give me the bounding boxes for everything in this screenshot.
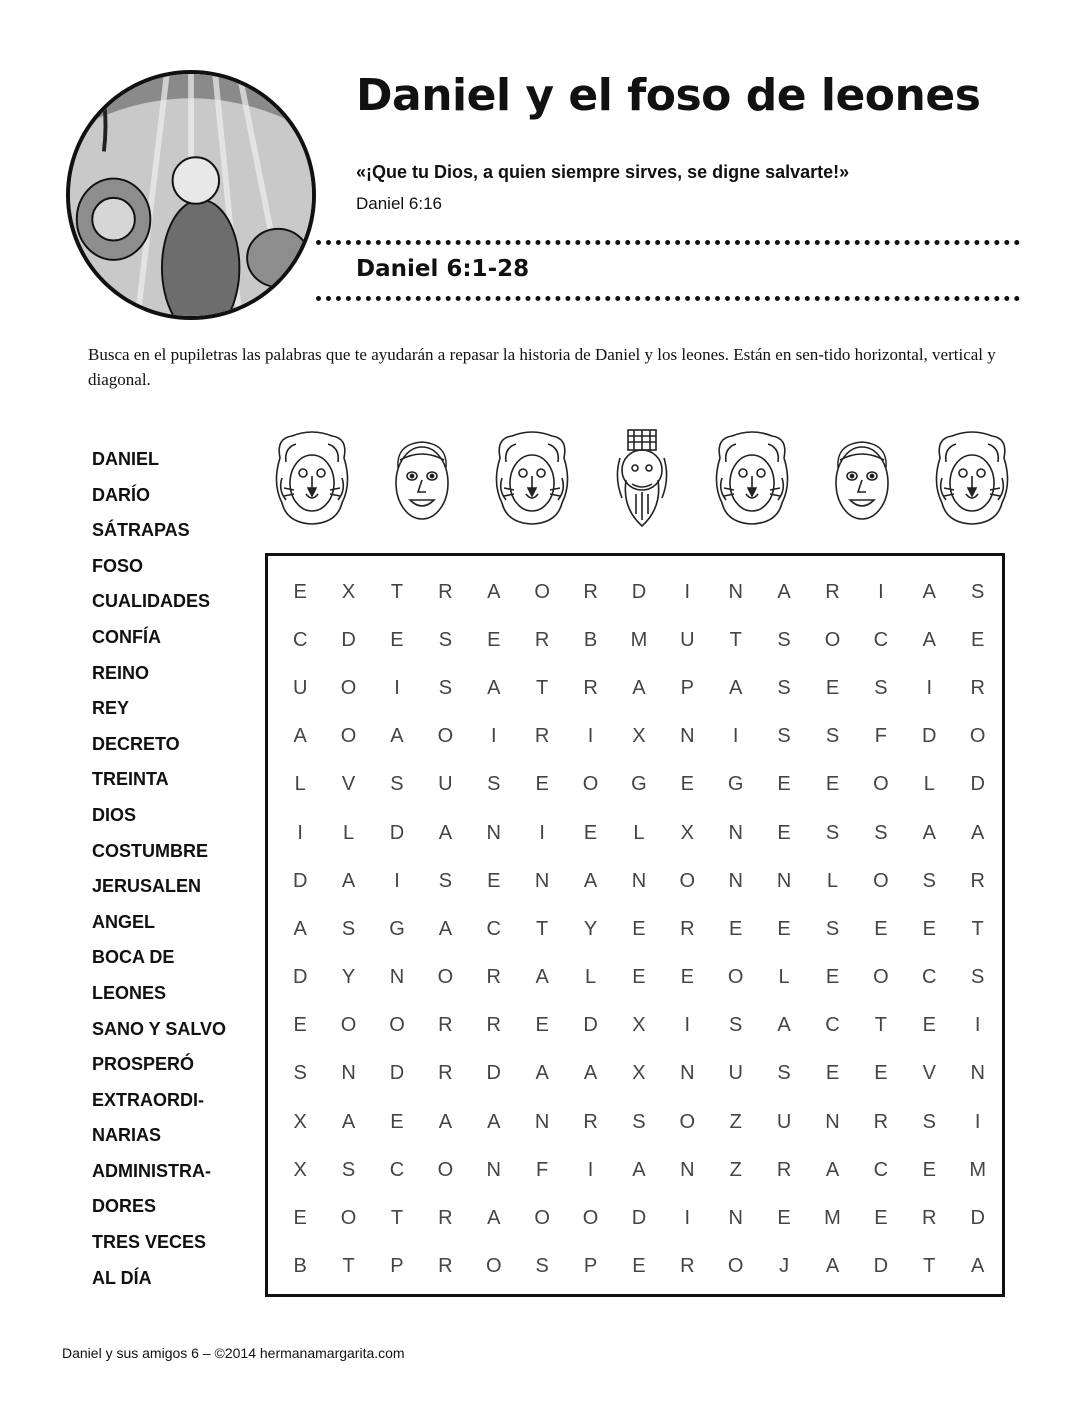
grid-letter: T	[971, 917, 984, 940]
grid-letter: N	[486, 1158, 501, 1181]
grid-letter: R	[438, 1062, 453, 1085]
grid-row	[276, 1098, 1002, 1146]
word-list-item: DECRETO	[92, 733, 180, 754]
grid-letter: A	[777, 580, 791, 603]
grid-letter: O	[437, 725, 454, 748]
grid-row	[276, 809, 1002, 857]
grid-letter: N	[728, 869, 743, 892]
grid-letter: A	[438, 917, 453, 940]
grid-letter: O	[485, 1255, 502, 1278]
grid-letter: A	[777, 1014, 791, 1037]
word-list-item: TREINTA	[92, 769, 169, 790]
grid-row	[276, 664, 1002, 712]
grid-letter: D	[292, 869, 308, 892]
grid-letter: O	[582, 1207, 599, 1230]
grid-letter: Z	[729, 1158, 742, 1181]
grid-letter: A	[293, 917, 307, 940]
grid-letter: T	[390, 580, 404, 603]
word-list-item: BOCA DE	[92, 947, 175, 968]
grid-letter: T	[923, 1255, 936, 1278]
word-list-item: DANIEL	[92, 449, 159, 469]
grid-letter: E	[535, 773, 549, 796]
grid-letter: S	[632, 1110, 646, 1133]
grid-letter: S	[438, 628, 453, 651]
grid-letter: R	[970, 869, 985, 892]
word-list-item: NARIAS	[92, 1125, 162, 1146]
grid-letter: C	[922, 966, 937, 989]
grid-letter: S	[922, 1110, 936, 1133]
grid-letter: R	[825, 580, 840, 603]
grid-letter: R	[486, 1014, 501, 1037]
grid-letter: I	[394, 676, 400, 699]
grid-letter: S	[341, 1158, 356, 1181]
grid-letter: E	[825, 1062, 840, 1085]
word-list-item: SÁTRAPAS	[92, 520, 190, 541]
grid-letter: D	[389, 821, 405, 844]
grid-letter: S	[825, 917, 840, 940]
grid-letter: R	[534, 628, 550, 651]
grid-letter: N	[680, 1158, 695, 1181]
word-list-item: SANO Y SALVO	[92, 1018, 227, 1039]
word-list-item: PROSPERÓ	[92, 1054, 195, 1075]
grid-letter: E	[632, 917, 646, 940]
grid-row	[276, 857, 1002, 905]
grid-letter: E	[825, 773, 840, 796]
grid-letter: I	[490, 725, 497, 748]
grid-row	[276, 1050, 1002, 1098]
grid-letter: R	[438, 1255, 453, 1278]
footer-credit: Daniel y sus amigos 6 – ©2014 hermanamargarita.com	[62, 1345, 405, 1361]
grid-letter: G	[727, 773, 744, 796]
grid-letter: S	[777, 725, 791, 748]
grid-letter: E	[293, 580, 307, 603]
grid-letter: X	[632, 1062, 646, 1085]
grid-row	[276, 1243, 1002, 1291]
grid-letter: B	[583, 628, 598, 651]
grid-letter: I	[878, 580, 884, 603]
grid-letter: N	[389, 966, 405, 989]
grid-letter: A	[487, 1207, 501, 1230]
grid-letter: N	[486, 821, 501, 844]
grid-letter: S	[970, 966, 985, 989]
grid-letter: S	[729, 1014, 743, 1037]
grid-letter: S	[487, 773, 501, 796]
grid-letter: R	[583, 1110, 598, 1133]
grid-letter: V	[341, 773, 356, 796]
grid-letter: L	[923, 773, 935, 796]
grid-letter: A	[583, 869, 598, 892]
grid-letter: S	[874, 676, 888, 699]
grid-letter: Z	[729, 1110, 742, 1133]
grid-letter: J	[779, 1255, 790, 1278]
word-list-item: CONFÍA	[92, 626, 161, 647]
grid-letter: X	[341, 580, 356, 603]
grid-letter: A	[487, 1110, 501, 1133]
grid-letter: D	[970, 773, 985, 796]
grid-letter: E	[922, 1158, 936, 1181]
grid-letter: F	[536, 1158, 549, 1181]
grid-letter: D	[922, 725, 937, 748]
grid-letter: I	[297, 821, 303, 844]
grid-letter: A	[632, 1158, 646, 1181]
grid-letter: R	[922, 1207, 937, 1230]
grid-letter: E	[777, 917, 791, 940]
grid-letter: O	[389, 1014, 405, 1037]
grid-letter: E	[583, 821, 598, 844]
grid-letter: S	[438, 676, 453, 699]
grid-letter: A	[729, 676, 743, 699]
grid-letter: E	[293, 1014, 307, 1037]
grid-letter: I	[684, 1207, 691, 1230]
grid-letter: E	[390, 1110, 404, 1133]
grid-letter: A	[632, 676, 646, 699]
grid-letter: I	[684, 580, 691, 603]
grid-letter: E	[970, 628, 985, 651]
grid-letter: N	[728, 821, 743, 844]
grid-letter: I	[974, 1110, 981, 1133]
grid-letter: L	[584, 966, 597, 989]
grid-letter: E	[535, 1014, 549, 1037]
grid-letter: X	[632, 1014, 646, 1037]
grid-letter: E	[680, 773, 694, 796]
grid-letter: I	[539, 821, 545, 844]
grid-letter: L	[826, 869, 839, 892]
word-list-item: DORES	[92, 1196, 157, 1217]
grid-letter: N	[631, 869, 647, 892]
quote-reference: Daniel 6:16	[356, 194, 443, 213]
face-decorations	[272, 428, 1012, 528]
grid-letter: S	[293, 1062, 307, 1085]
word-list-item: REINO	[92, 662, 150, 683]
grid-letter: N	[534, 869, 550, 892]
lion-face-icon	[712, 428, 792, 528]
grid-letter: O	[437, 1158, 454, 1181]
grid-letter: I	[394, 869, 400, 892]
grid-letter: S	[341, 917, 356, 940]
daniel-lions-illustration	[66, 70, 316, 320]
grid-letter: D	[631, 580, 647, 603]
grid-letter: E	[777, 821, 791, 844]
grid-letter: E	[874, 1207, 888, 1230]
grid-letter: T	[342, 1255, 355, 1278]
grid-letter: A	[922, 821, 936, 844]
grid-letter: O	[340, 725, 357, 748]
grid-letter: D	[341, 628, 356, 651]
grid-letter: S	[535, 1255, 549, 1278]
grid-letter: E	[874, 1062, 888, 1085]
grid-letter: C	[873, 628, 889, 651]
grid-letter: E	[680, 966, 694, 989]
grid-letter: D	[292, 966, 308, 989]
grid-letter: L	[294, 773, 306, 796]
grid-letter: O	[727, 1255, 744, 1278]
grid-letter: A	[341, 869, 356, 892]
grid-letter: P	[680, 676, 694, 699]
grid-letter: L	[633, 821, 645, 844]
bible-quote: «¡Que tu Dios, a quien siempre sirves, se digne salvarte!»	[356, 162, 850, 182]
word-list-item: LEONES	[92, 982, 167, 1003]
grid-letter: S	[438, 869, 453, 892]
grid-letter: R	[680, 1255, 695, 1278]
grid-letter: O	[679, 869, 696, 892]
grid-letter: R	[438, 1014, 453, 1037]
grid-letter: A	[922, 628, 936, 651]
grid-letter: S	[390, 773, 404, 796]
word-list-item: ANGEL	[92, 911, 155, 932]
grid-row	[276, 1002, 1002, 1050]
grid-letter: R	[970, 676, 985, 699]
word-list-item: AL DÍA	[92, 1267, 152, 1288]
grid-letter: E	[487, 869, 501, 892]
grid-letter: D	[631, 1207, 647, 1230]
grid-letter: C	[486, 917, 501, 940]
grid-letter: M	[824, 1207, 841, 1230]
grid-letter: A	[535, 1062, 549, 1085]
grid-letter: Y	[341, 966, 356, 989]
grid-row	[276, 713, 1002, 761]
word-list-item: ADMINISTRA-	[92, 1160, 211, 1181]
dotted-divider-bottom	[316, 296, 1020, 301]
grid-letter: E	[632, 966, 646, 989]
grid-row	[276, 954, 1002, 1002]
passage-reference: Daniel 6:1-28	[356, 256, 530, 282]
grid-letter: E	[825, 966, 840, 989]
grid-letter: E	[777, 1207, 791, 1230]
instructions: Busca en el pupiletras las palabras que te ayudarán a repasar la historia de Daniel y los leones. Están en sen-tido horizontal, vertical y diagonal.	[88, 345, 996, 389]
grid-letter: D	[583, 1014, 598, 1037]
grid-letter: U	[728, 1062, 743, 1085]
grid-letter: E	[874, 917, 888, 940]
grid-letter: T	[874, 1014, 887, 1037]
grid-letter: A	[487, 580, 501, 603]
grid-letter: V	[922, 1062, 936, 1085]
grid-letter: S	[922, 869, 936, 892]
grid-letter: E	[922, 917, 936, 940]
grid-letter: U	[680, 628, 695, 651]
grid-letter: I	[926, 676, 933, 699]
grid-letter: R	[438, 580, 453, 603]
grid-letter: T	[390, 1207, 404, 1230]
grid-letter: M	[969, 1158, 986, 1181]
grid-letter: B	[293, 1255, 307, 1278]
grid-letter: O	[727, 966, 744, 989]
grid-letter: E	[390, 628, 404, 651]
grid-letter: E	[825, 676, 840, 699]
grid-letter: A	[341, 1110, 356, 1133]
grid-letter: U	[776, 1110, 792, 1133]
grid-row	[276, 1146, 1002, 1194]
lion-face-icon	[492, 428, 572, 528]
grid-letter: G	[631, 773, 647, 796]
grid-letter: O	[340, 676, 357, 699]
grid-row	[276, 905, 1002, 953]
grid-letter: O	[873, 773, 889, 796]
grid-letter: G	[389, 917, 405, 940]
grid-letter: S	[777, 628, 791, 651]
grid-letter: A	[438, 821, 453, 844]
word-list-item: CUALIDADES	[92, 591, 211, 612]
grid-letter: C	[292, 628, 308, 651]
grid-letter: O	[340, 1207, 357, 1230]
grid-letter: R	[776, 1158, 792, 1181]
grid-letter: A	[825, 1158, 840, 1181]
word-list-item: REY	[92, 698, 130, 719]
grid-letter: P	[583, 1255, 598, 1278]
grid-letter: E	[487, 628, 501, 651]
word-list-item: COSTUMBRE	[92, 840, 208, 861]
grid-letter: D	[970, 1207, 985, 1230]
grid-letter: I	[587, 1158, 594, 1181]
grid-letter: O	[437, 966, 454, 989]
grid-letter: X	[293, 1158, 307, 1181]
grid-letter: N	[776, 869, 792, 892]
grid-letter: R	[534, 725, 550, 748]
grid-letter: L	[778, 966, 790, 989]
grid-letter: I	[974, 1014, 981, 1037]
grid-letter: N	[728, 1207, 743, 1230]
grid-letter: X	[680, 821, 694, 844]
grid-letter: E	[632, 1255, 646, 1278]
grid-letter: D	[486, 1062, 501, 1085]
grid-letter: P	[390, 1255, 404, 1278]
grid-row	[276, 1194, 1002, 1242]
grid-letter: D	[389, 1062, 405, 1085]
grid-letter: N	[680, 725, 695, 748]
grid-letter: S	[825, 821, 840, 844]
grid-letter: M	[630, 628, 648, 651]
grid-letter: U	[438, 773, 453, 796]
grid-letter: O	[679, 1110, 696, 1133]
grid-letter: A	[825, 1255, 840, 1278]
word-search-grid	[265, 553, 1005, 1297]
grid-row	[276, 616, 1002, 664]
grid-letter: I	[684, 1014, 691, 1037]
grid-letter: X	[293, 1110, 307, 1133]
grid-row	[276, 761, 1002, 809]
grid-letter: E	[729, 917, 743, 940]
grid-letter: E	[922, 1014, 936, 1037]
grid-letter: O	[873, 869, 889, 892]
word-list-item: TRES VECES	[92, 1232, 207, 1253]
grid-letter: R	[583, 676, 598, 699]
grid-letter: O	[824, 628, 841, 651]
lion-face-icon	[932, 428, 1012, 528]
grid-letter: O	[534, 580, 550, 603]
grid-letter: D	[873, 1255, 889, 1278]
grid-letter: S	[777, 676, 791, 699]
grid-letter: A	[293, 725, 307, 748]
grid-letter: E	[777, 773, 791, 796]
grid-letter: I	[732, 725, 739, 748]
grid-letter: A	[390, 725, 404, 748]
word-list-item: FOSO	[92, 555, 144, 576]
grid-letter: R	[438, 1207, 453, 1230]
grid-letter: R	[486, 966, 501, 989]
grid-letter: E	[293, 1207, 307, 1230]
grid-letter: X	[632, 725, 646, 748]
grid-letter: N	[728, 580, 743, 603]
grid-letter: A	[438, 1110, 453, 1133]
grid-letter: L	[343, 821, 355, 844]
grid-letter: S	[825, 725, 840, 748]
word-list-item: EXTRAORDI-	[92, 1089, 204, 1110]
grid-letter: O	[873, 966, 889, 989]
grid-letter: R	[873, 1110, 889, 1133]
king-face-icon	[602, 428, 682, 528]
grid-letter: S	[874, 821, 888, 844]
word-list-item: DIOS	[92, 804, 137, 825]
grid-letter: O	[969, 725, 986, 748]
grid-letter: N	[970, 1062, 985, 1085]
grid-letter: I	[587, 725, 594, 748]
grid-letter: A	[970, 821, 985, 844]
word-list	[92, 445, 226, 1299]
grid-letter: T	[536, 676, 549, 699]
grid-letter: A	[583, 1062, 598, 1085]
grid-letter: C	[873, 1158, 889, 1181]
grid-letter: T	[729, 628, 742, 651]
grid-letter: N	[680, 1062, 695, 1085]
grid-letter: A	[970, 1255, 985, 1278]
word-list-item: JERUSALEN	[92, 876, 202, 897]
page-title: Daniel y el foso de leones	[356, 70, 981, 121]
grid-letter: S	[777, 1062, 791, 1085]
grid-letter: C	[825, 1014, 840, 1037]
grid-letter: O	[582, 773, 599, 796]
grid-letter: N	[341, 1062, 356, 1085]
grid-letter: F	[874, 725, 887, 748]
grid-letter: N	[825, 1110, 840, 1133]
grid-letter: N	[534, 1110, 550, 1133]
man-face-icon	[382, 428, 462, 528]
grid-letter: R	[680, 917, 695, 940]
grid-row	[276, 568, 1002, 616]
man-face-icon	[822, 428, 902, 528]
grid-letter: R	[583, 580, 598, 603]
grid-letter: A	[535, 966, 549, 989]
grid-letter: A	[922, 580, 936, 603]
grid-letter: S	[970, 580, 985, 603]
lion-face-icon	[272, 428, 352, 528]
grid-letter: C	[389, 1158, 405, 1181]
grid-letter: U	[292, 676, 308, 699]
grid-letter: O	[340, 1014, 357, 1037]
grid-letter: T	[536, 917, 549, 940]
grid-letter: Y	[583, 917, 598, 940]
dotted-divider-top	[316, 240, 1020, 245]
grid-letter: O	[534, 1207, 550, 1230]
word-list-item: DARÍO	[92, 484, 150, 505]
grid-letter: A	[487, 676, 501, 699]
